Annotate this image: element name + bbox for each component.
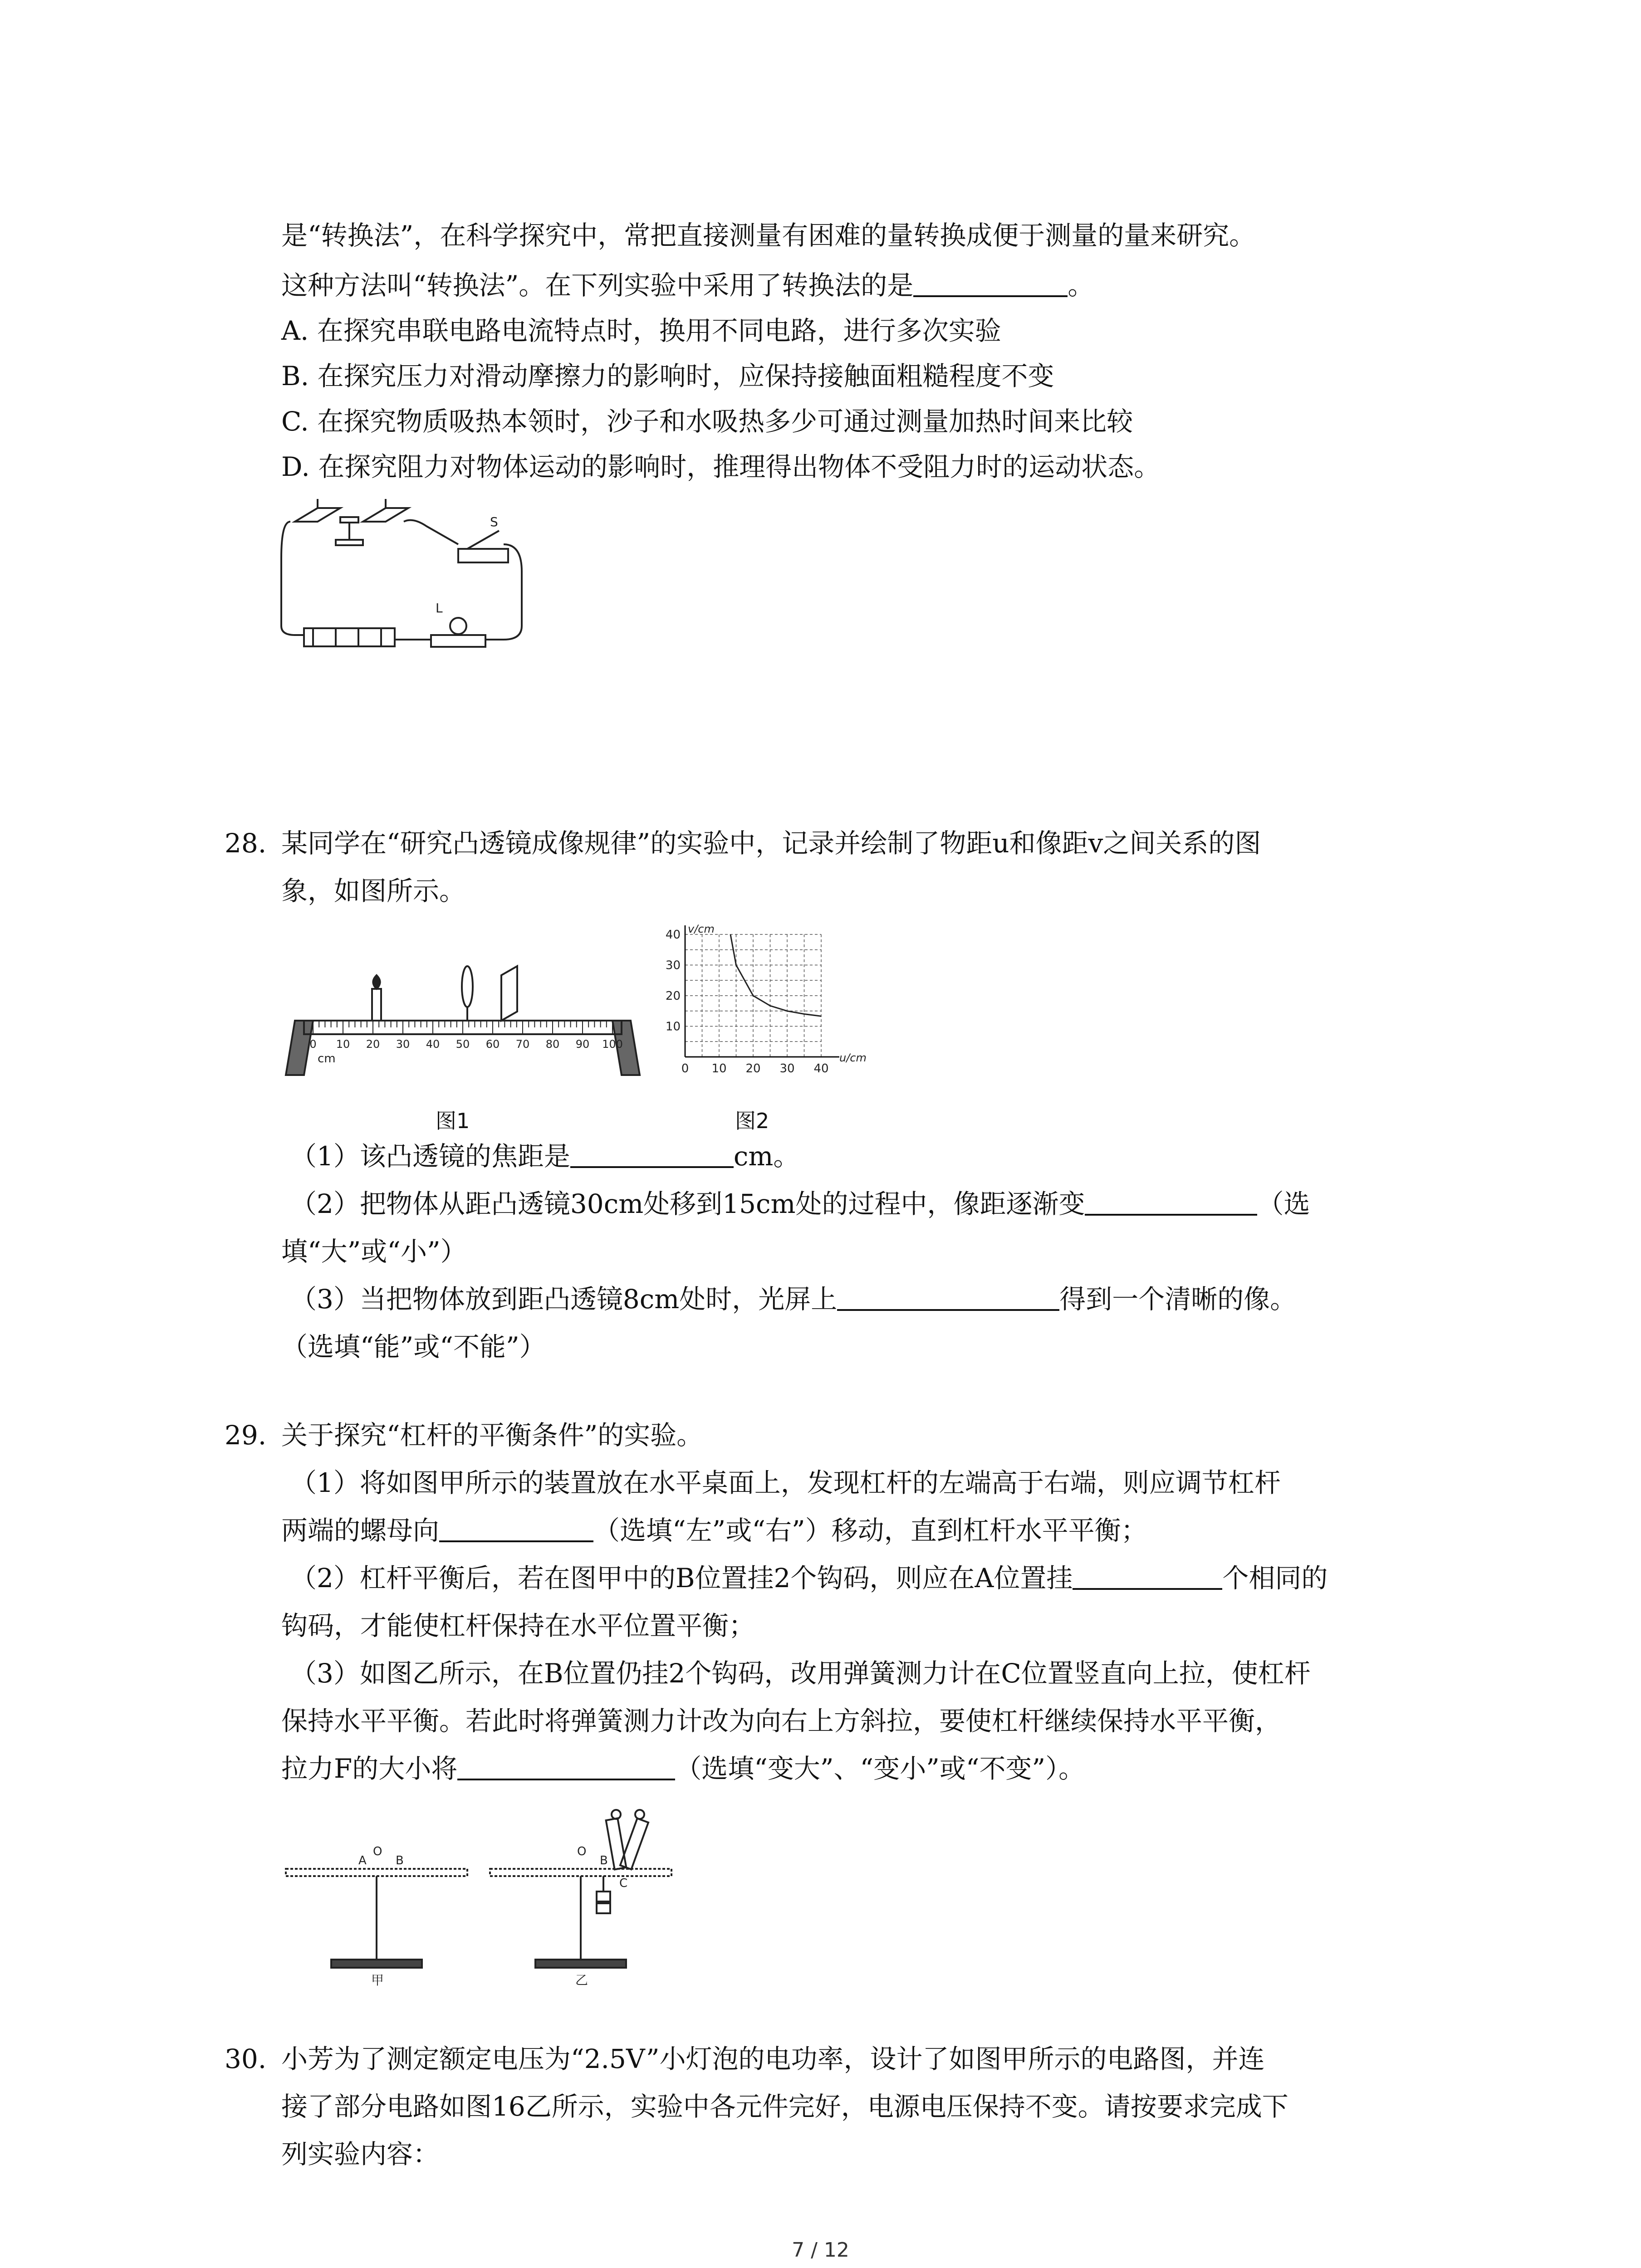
- q27-answer-blank[interactable]: [913, 273, 1068, 297]
- x-tick-label: 20: [745, 1062, 761, 1075]
- label-C: C: [619, 1877, 628, 1890]
- x-tick-label: 30: [779, 1062, 795, 1075]
- label-B-yi: B: [600, 1854, 608, 1867]
- q29-sub1-line1: （1）将如图甲所示的装置放在水平桌面上，发现杠杆的左端高于右端，则应调节杠杆: [290, 1467, 1281, 1498]
- y-tick-label: 10: [665, 1020, 681, 1034]
- bench-tick-label: 100: [602, 1038, 623, 1051]
- label-A: A: [358, 1854, 367, 1867]
- q28-sub3-after: 得到一个清晰的像。: [1059, 1284, 1297, 1315]
- q27-option-d: D. 在探究阻力对物体运动的影响时，推理得出物体不受阻力时的运动状态。: [281, 451, 1161, 482]
- q30-line-2: 接了部分电路如图16乙所示，实验中各元件完好，电源电压保持不变。请按要求完成下: [281, 2091, 1288, 2122]
- bench-tick-label: 20: [366, 1038, 380, 1051]
- bench-tick-label: 70: [515, 1038, 530, 1051]
- q29-number: 29.: [225, 1420, 267, 1451]
- q28-sub1-text: （1）该凸透镜的焦距是: [290, 1141, 570, 1172]
- bench-tick-label: 30: [396, 1038, 410, 1051]
- q28-sub2-text: （2）把物体从距凸透镜30cm处移到15cm处的过程中，像距逐渐变: [290, 1188, 1085, 1219]
- x-axis-label: u/cm: [839, 1051, 867, 1064]
- q29-sub3-after: （选填“变大”、“变小”或“不变”）。: [675, 1753, 1085, 1784]
- q27-line-1: 是“转换法”，在科学探究中，常把直接测量有困难的量转换成便于测量的量来研究。: [281, 220, 1256, 251]
- q28-focal-blank[interactable]: [570, 1144, 734, 1168]
- bench-tick-label: 10: [336, 1038, 350, 1051]
- q28-stem-2: 象，如图所示。: [281, 875, 466, 906]
- q29-sub3-line2: 保持水平平衡。若此时将弹簧测力计改为向右上方斜拉，要使杠杆继续保持水平平衡，: [281, 1706, 1282, 1736]
- uv-chart: [658, 907, 894, 1089]
- q27-option-b: B. 在探究压力对滑动摩擦力的影响时，应保持接触面粗糙程度不变: [281, 361, 1054, 391]
- q29-sub3-text: 拉力F的大小将: [281, 1753, 458, 1784]
- x-tick-label: 40: [813, 1062, 829, 1075]
- bench-tick-label: 90: [575, 1038, 590, 1051]
- label-O-jia: O: [373, 1845, 382, 1858]
- switch-label: S: [490, 514, 498, 529]
- bench-tick-label: 60: [485, 1038, 500, 1051]
- bench-tick-label: 50: [456, 1038, 470, 1051]
- optical-bench-figure: [277, 957, 649, 1107]
- y-axis-label: v/cm: [688, 923, 715, 935]
- bench-tick-marks: [313, 1021, 612, 1034]
- q27-option-c: C. 在探究物质吸热本领时，沙子和水吸热多少可通过测量加热时间来比较: [281, 406, 1133, 437]
- label-O-yi: O: [577, 1845, 587, 1858]
- y-tick-label: 40: [665, 928, 681, 942]
- q28-sub-3: [290, 1284, 1297, 1315]
- q27-line-2: [281, 270, 1094, 301]
- fig2-caption: 图2: [735, 1109, 769, 1133]
- x-tick-label: 0: [681, 1062, 689, 1075]
- q27-line-2-end: 。: [1068, 270, 1094, 301]
- q28-number: 28.: [225, 828, 267, 859]
- lamp-label: L: [436, 601, 443, 616]
- bench-tick-labels: [309, 1038, 623, 1051]
- label-yi: 乙: [575, 1973, 588, 1988]
- q28-stem-1: 某同学在“研究凸透镜成像规律”的实验中，记录并绘制了物距u和像距v之间关系的图: [281, 828, 1261, 859]
- bench-tick-label: 40: [426, 1038, 440, 1051]
- q30-number: 30.: [225, 2043, 267, 2074]
- bench-unit: cm: [318, 1052, 336, 1066]
- q29-hook-count-blank[interactable]: [1073, 1565, 1222, 1590]
- q28-sub2-line2: 填“大”或“小”）: [281, 1236, 467, 1267]
- q29-sub1-after: （选填“左”或“右”）移动，直到杠杆水平平衡；: [593, 1515, 1147, 1546]
- uv-curve: [730, 934, 821, 1016]
- fig1-caption: 图1: [436, 1109, 470, 1133]
- q29-sub2-text: （2）杠杆平衡后，若在图甲中的B位置挂2个钩码，则应在A位置挂: [290, 1563, 1073, 1593]
- q29-force-blank[interactable]: [457, 1756, 675, 1780]
- q27-option-a: A. 在探究串联电路电流特点时，换用不同电路，进行多次实验: [281, 315, 1001, 346]
- left-electromagnet: [295, 508, 340, 522]
- q28-sub-2: [290, 1188, 1310, 1219]
- circuit-figure: [277, 490, 531, 653]
- bench-tick-label: 80: [545, 1038, 560, 1051]
- lever-figure: [277, 1801, 712, 1991]
- q28-image-distance-blank[interactable]: [1085, 1191, 1257, 1216]
- q29-sub2-line2: 钩码，才能使杠杆保持在水平位置平衡；: [281, 1610, 755, 1641]
- right-electromagnet: [363, 508, 408, 522]
- q27-line-2-text: 这种方法叫“转换法”。在下列实验中采用了转换法的是: [281, 270, 914, 301]
- x-tick-label: 10: [711, 1062, 727, 1075]
- q29-nut-direction-blank[interactable]: [439, 1518, 593, 1542]
- q29-stem: 关于探究“杠杆的平衡条件”的实验。: [281, 1420, 703, 1451]
- label-B-jia: B: [396, 1854, 404, 1867]
- q29-sub1-line2: [281, 1517, 1147, 1544]
- q28-sub1-unit: cm。: [733, 1141, 800, 1172]
- page-number: 7 / 12: [792, 2239, 849, 2262]
- q29-sub2-line1: [290, 1565, 1327, 1591]
- q29-sub1-text: 两端的螺母向: [281, 1515, 440, 1546]
- q30-line-1: 小芳为了测定额定电压为“2.5V”小灯泡的电功率，设计了如图甲所示的电路图，并连: [281, 2043, 1265, 2074]
- y-tick-label: 30: [665, 958, 681, 973]
- q28-sub3-text: （3）当把物体放到距凸透镜8cm处时，光屏上: [290, 1284, 838, 1315]
- label-jia: 甲: [371, 1973, 384, 1988]
- q29-sub2-after: 个相同的: [1222, 1563, 1328, 1593]
- q30-line-3: 列实验内容：: [281, 2139, 440, 2170]
- q28-sub2-after: （选: [1257, 1188, 1310, 1219]
- bench-tick-label: 0: [309, 1038, 317, 1051]
- y-tick-label: 20: [665, 989, 681, 1003]
- q29-sub3-line1: （3）如图乙所示，在B位置仍挂2个钩码，改用弹簧测力计在C位置竖直向上拉，使杠杆: [290, 1658, 1311, 1689]
- q29-sub3-line3: [281, 1755, 1085, 1782]
- q28-sub-1: [290, 1141, 800, 1172]
- q28-screen-blank[interactable]: [837, 1286, 1059, 1311]
- q28-sub3-line2: （选填“能”或“不能”）: [281, 1331, 546, 1362]
